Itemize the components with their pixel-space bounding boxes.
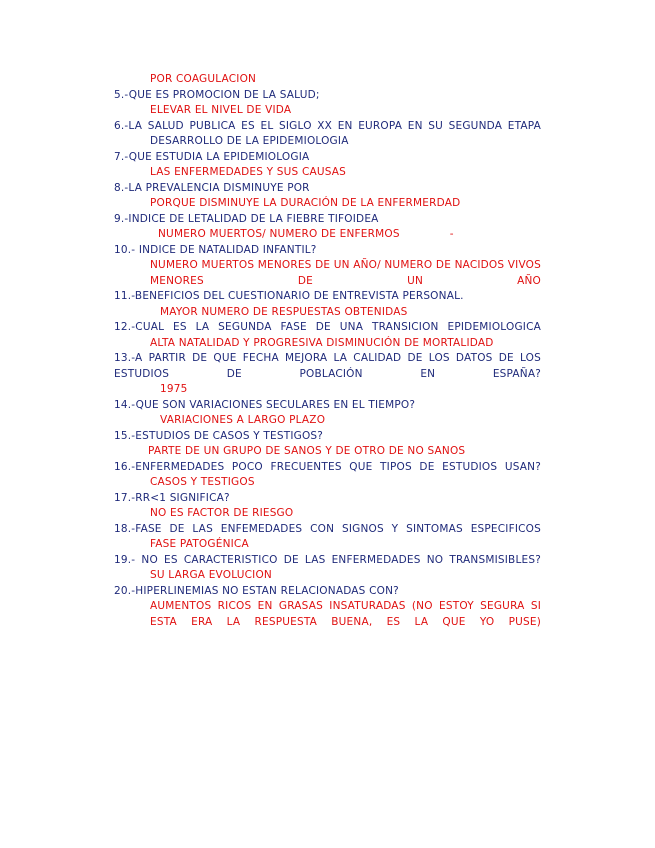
answer-line — [160, 413, 541, 429]
answer-line — [160, 382, 541, 398]
question-text: 16.-ENFERMEDADES POCO FRECUENTES QUE TIPOS DE ESTUDIOS USAN? — [114, 460, 541, 473]
question-line — [114, 429, 541, 445]
answer-text: MAYOR NUMERO DE RESPUESTAS OBTENIDAS — [160, 305, 408, 318]
answer-line — [160, 305, 541, 321]
question-text: 5.-QUE ES PROMOCION DE LA SALUD; — [114, 88, 320, 101]
question-text: 9.-INDICE DE LETALIDAD DE LA FIEBRE TIFOIDEA — [114, 212, 379, 225]
document-page — [114, 72, 541, 630]
answer-line — [158, 227, 541, 243]
question-text: 20.-HIPERLINEMIAS NO ESTAN RELACIONADAS CON? — [114, 584, 399, 597]
question-line — [114, 584, 541, 600]
answer-line — [150, 599, 541, 630]
answer-text: PARTE DE UN GRUPO DE SANOS Y DE OTRO DE NO SANOS — [148, 445, 466, 457]
question-line — [114, 351, 541, 382]
question-line — [114, 212, 541, 228]
answer-text: CASOS Y TESTIGOS — [150, 476, 255, 488]
question-text: 12.-CUAL ES LA SEGUNDA FASE DE UNA TRANSICION EPIDEMIOLOGICA — [114, 321, 541, 333]
question-line — [114, 181, 541, 197]
answer-text: NUMERO MUERTOS/ NUMERO DE ENFERMOS — [158, 228, 400, 240]
answer-line — [150, 165, 541, 181]
answer-line — [150, 537, 541, 553]
answer-line — [150, 196, 541, 212]
answer-text: ELEVAR EL NIVEL DE VIDA — [150, 104, 292, 116]
question-text: 7.-QUE ESTUDIA LA EPIDEMIOLOGIA — [114, 150, 310, 163]
answer-text: 1975 — [160, 383, 188, 395]
answer-line — [150, 568, 541, 584]
answer-text: LAS ENFERMEDADES Y SUS CAUSAS — [150, 166, 347, 178]
answer-line — [150, 475, 541, 491]
question-text: 10.- INDICE DE NATALIDAD INFANTIL? — [114, 243, 317, 256]
answer-text: NO ES FACTOR DE RIESGO — [150, 507, 294, 519]
answer-text: NUMERO MUERTOS MENORES DE UN AÑO/ NUMERO DE NACIDOS VIVOS MENORES DE UN AÑO — [150, 259, 542, 287]
question-line — [114, 289, 541, 305]
answer-line — [150, 506, 541, 522]
answer-text: SU LARGA EVOLUCION — [150, 569, 272, 581]
answer-line — [150, 258, 541, 289]
answer-text: DESARROLLO DE LA EPIDEMIOLOGIA — [150, 135, 349, 147]
question-line — [114, 150, 541, 166]
question-text: 17.-RR<1 SIGNIFICA? — [114, 491, 230, 504]
answer-text: FASE PATOGÉNICA — [150, 538, 249, 550]
question-text: 19.- NO ES CARACTERISTICO DE LAS ENFERMEDADES NO TRANSMISIBLES? — [114, 553, 541, 566]
question-line — [114, 522, 541, 538]
answer-text: VARIACIONES A LARGO PLAZO — [160, 414, 326, 426]
question-line — [114, 320, 541, 336]
question-text: 13.-A PARTIR DE QUE FECHA MEJORA LA CALIDAD DE LOS DATOS DE LOS ESTUDIOS DE POBLACIÓN EN ESPAÑA? — [114, 352, 541, 380]
question-text: 6.-LA SALUD PUBLICA ES EL SIGLO XX EN EUROPA EN SU SEGUNDA ETAPA — [114, 119, 541, 132]
trailing-mark: - — [449, 228, 454, 240]
question-line — [114, 553, 541, 569]
answer-line — [150, 134, 541, 150]
answer-line — [150, 103, 541, 119]
answer-text: POR COAGULACION — [150, 73, 257, 85]
question-text: 14.-QUE SON VARIACIONES SECULARES EN EL TIEMPO? — [114, 398, 416, 411]
question-text: 8.-LA PREVALENCIA DISMINUYE POR — [114, 181, 310, 194]
answer-text: PORQUE DISMINUYE LA DURACIÓN DE LA ENFERMERDAD — [150, 197, 461, 209]
answer-line — [150, 72, 541, 88]
answer-line — [148, 444, 541, 460]
answer-text: AUMENTOS RICOS EN GRASAS INSATURADAS (NO ESTOY SEGURA SI ESTA ERA LA RESPUESTA BUENA, ES LA QUE YO PUSE) — [150, 600, 541, 628]
question-text: 11.-BENEFICIOS DEL CUESTIONARIO DE ENTREVISTA PERSONAL. — [114, 290, 464, 302]
answer-text: ALTA NATALIDAD Y PROGRESIVA DISMINUCIÓN DE MORTALIDAD — [150, 336, 494, 349]
question-text: 15.-ESTUDIOS DE CASOS Y TESTIGOS? — [114, 429, 324, 442]
answer-line — [150, 336, 541, 352]
question-line — [114, 88, 541, 104]
question-line — [114, 491, 541, 507]
question-line — [114, 398, 541, 414]
question-text: 18.-FASE DE LAS ENFEMEDADES CON SIGNOS Y SINTOMAS ESPECIFICOS — [114, 522, 541, 535]
question-line — [114, 243, 541, 259]
question-line — [114, 119, 541, 135]
question-line — [114, 460, 541, 476]
